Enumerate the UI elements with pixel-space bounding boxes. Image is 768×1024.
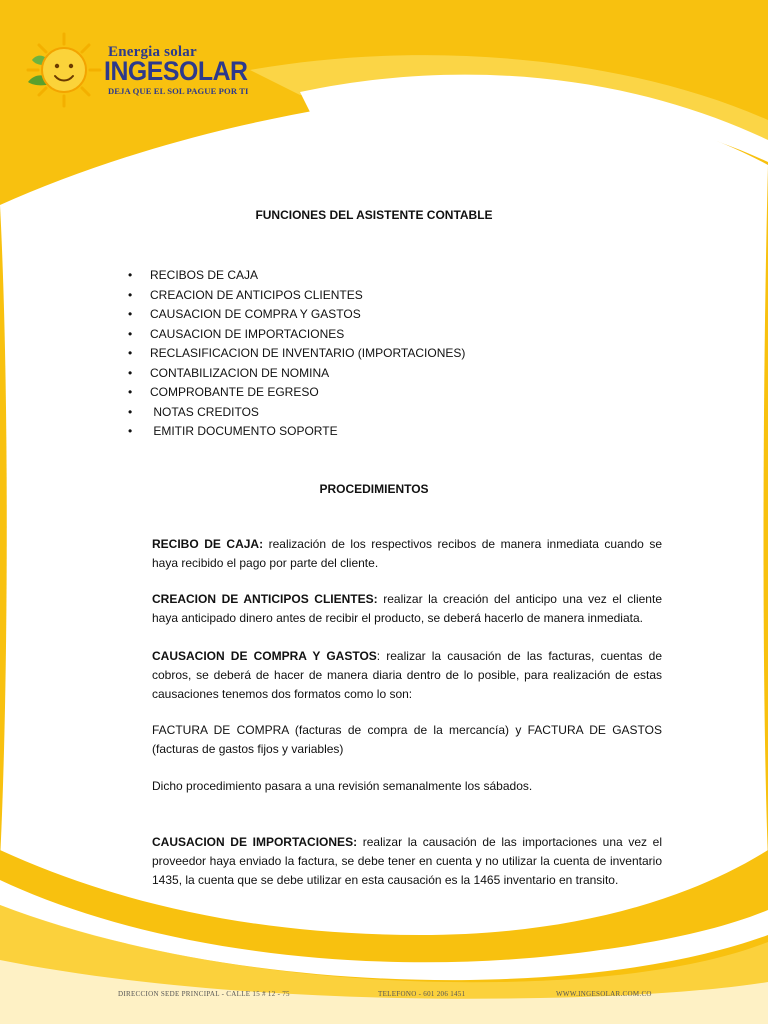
ingesolar-logo — [22, 30, 252, 110]
list-item: • COMPROBANTE DE EGRESO — [128, 385, 319, 399]
logo-subtitle: Energia solar — [108, 44, 197, 60]
logo-tagline: DEJA QUE EL SOL PAGUE POR TI — [108, 86, 249, 96]
logo-brand-name: INGESOLAR — [104, 56, 248, 86]
left-stripe — [0, 205, 7, 860]
procedures-title: PROCEDIMIENTOS — [319, 482, 429, 496]
list-item: • CREACION DE ANTICIPOS CLIENTES — [128, 287, 363, 302]
procedure-paragraph: CREACION DE ANTICIPOS CLIENTES: realizar la creación del anticipo una vez el cliente haya anticipado dinero antes de recibir el producto, se deberá hacerlo de manera inmediata. — [152, 592, 662, 625]
footer-phone: TELEFONO - 601 206 1451 — [378, 990, 466, 998]
footer-address: DIRECCION SEDE PRINCIPAL - CALLE 15 # 12 - 75 — [118, 990, 290, 998]
procedure-paragraph: Dicho procedimiento pasara a una revisión semanalmente los sábados. — [152, 779, 533, 793]
right-stripe — [764, 165, 768, 860]
procedure-paragraph: CAUSACION DE COMPRA Y GASTOS: realizar la causación de las facturas, cuentas de cobros, se deberá de hacer de manera diaria dentro de lo posible, para realización de estas causaciones tenemos dos formatos como lo son: — [152, 649, 663, 701]
list-item: • NOTAS CREDITOS — [128, 404, 259, 419]
list-item: • EMITIR DOCUMENTO SOPORTE — [128, 424, 338, 438]
page-title: FUNCIONES DEL ASISTENTE CONTABLE — [255, 208, 493, 222]
procedure-paragraph: FACTURA DE COMPRA (facturas de compra de la mercancía) y FACTURA DE GASTOS (facturas de gastos fijos y variables) — [152, 723, 662, 756]
procedure-paragraph: RECIBO DE CAJA: realización de los respectivos recibos de manera inmediata cuando se haya recibido el pago por parte del cliente. — [152, 537, 662, 570]
list-item: • CONTABILIZACION DE NOMINA — [128, 365, 330, 380]
list-item: • RECLASIFICACION DE INVENTARIO (IMPORTACIONES) — [128, 346, 466, 360]
list-item: • RECIBOS DE CAJA — [128, 268, 259, 282]
procedure-paragraph: CAUSACION DE IMPORTACIONES: realizar la causación de las importaciones una vez el proveedor haya enviado la factura, se debe tener en cuenta y no utilizar la cuenta de inventario 1435, la cuenta que se debe utilizar en esta causación es la 1465 inventario en transito. — [152, 835, 663, 887]
list-item: • CAUSACION DE COMPRA Y GASTOS — [128, 307, 361, 321]
list-item: • CAUSACION DE IMPORTACIONES — [128, 326, 345, 341]
sun-icon — [22, 30, 106, 110]
functions-list — [128, 266, 465, 442]
footer-website: WWW.INGESOLAR.COM.CO — [556, 990, 652, 998]
